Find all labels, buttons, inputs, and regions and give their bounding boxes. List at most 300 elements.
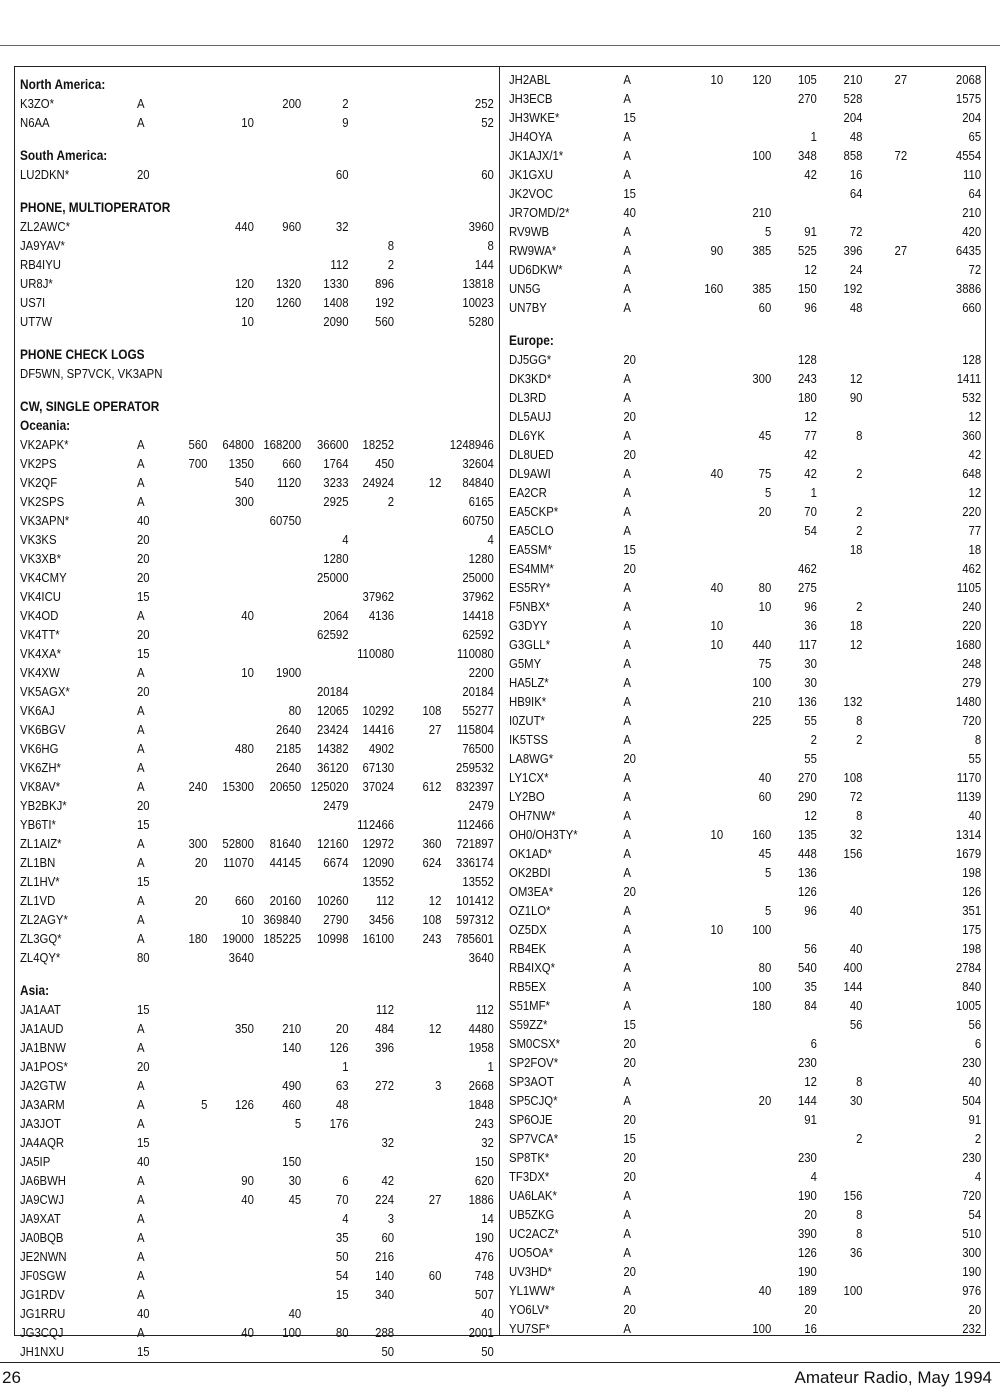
score-cell: 128 xyxy=(962,352,982,367)
value-cell: A xyxy=(623,1093,631,1108)
value-cell: A xyxy=(623,846,631,861)
score-cell: 300 xyxy=(962,1245,982,1260)
page-number: 26 xyxy=(2,1368,21,1387)
value-cell: 180 xyxy=(797,390,817,405)
section-heading: South America: xyxy=(20,148,108,163)
value-cell: A xyxy=(623,599,631,614)
value-cell: 72 xyxy=(849,224,863,239)
table-row xyxy=(20,1152,495,1171)
value-cell: A xyxy=(136,1173,145,1188)
value-cell: 396 xyxy=(375,1040,395,1055)
value-cell: 15300 xyxy=(222,779,254,794)
right-column xyxy=(509,70,983,1338)
value-cell: 10 xyxy=(758,599,772,614)
column-divider xyxy=(499,66,500,1336)
score-cell: 6165 xyxy=(468,494,494,509)
table-row xyxy=(509,127,982,146)
value-cell: 20 xyxy=(623,1169,636,1184)
callsign-cell: RB5EX xyxy=(509,979,547,994)
table-row xyxy=(20,530,495,549)
value-cell: 2 xyxy=(810,732,817,747)
callsign-cell: UV3HD* xyxy=(509,1264,552,1279)
value-cell: 525 xyxy=(797,243,817,258)
value-cell: 136 xyxy=(797,694,817,709)
value-cell: 4136 xyxy=(368,608,395,623)
value-cell: 20 xyxy=(623,751,636,766)
value-cell: 192 xyxy=(375,295,395,310)
value-cell: 36 xyxy=(849,1245,863,1260)
score-cell: 110 xyxy=(963,167,982,182)
score-cell: 507 xyxy=(474,1287,494,1302)
callsign-cell: ZL3GQ* xyxy=(20,931,62,946)
callsign-cell: VK6BGV xyxy=(20,722,66,737)
value-cell: 15 xyxy=(136,1002,150,1017)
table-row xyxy=(509,882,982,901)
value-cell: 4 xyxy=(342,1211,349,1226)
callsign-cell: VK6AJ xyxy=(20,703,55,718)
table-row xyxy=(20,1266,495,1285)
table-row xyxy=(509,1091,982,1110)
section-heading: PHONE, MULTIOPERATOR xyxy=(20,200,171,215)
table-row xyxy=(20,165,495,184)
value-cell: A xyxy=(623,1283,631,1298)
value-cell: 15 xyxy=(136,817,150,832)
table-row xyxy=(20,255,495,274)
score-cell: 4 xyxy=(974,1169,982,1184)
table-row xyxy=(20,701,495,720)
score-cell: 840 xyxy=(962,979,982,994)
value-cell: A xyxy=(136,475,145,490)
value-cell: 10 xyxy=(710,72,724,87)
value-cell: 20650 xyxy=(269,779,302,794)
callsign-cell: OZ1LO* xyxy=(509,903,551,918)
callsign-cell: JA4AQR xyxy=(20,1135,65,1150)
score-cell: 65 xyxy=(968,129,982,144)
value-cell: A xyxy=(623,941,631,956)
value-cell: 5 xyxy=(764,485,772,500)
table-row xyxy=(20,758,495,777)
value-cell: 290 xyxy=(797,789,817,804)
table-row xyxy=(509,464,982,483)
callsign-cell: UB5ZKG xyxy=(509,1207,555,1222)
table-row xyxy=(509,996,982,1015)
callsign-cell: VK6HG xyxy=(20,741,59,756)
value-cell: 700 xyxy=(188,456,208,471)
score-cell: 91 xyxy=(968,1112,982,1127)
value-cell: 272 xyxy=(375,1078,395,1093)
score-cell: 2479 xyxy=(468,798,494,813)
callsign-cell: VK2SPS xyxy=(20,494,65,509)
callsign-cell: VK8AV* xyxy=(20,779,61,794)
value-cell: 2 xyxy=(387,494,395,509)
callsign-cell: JA9XAT xyxy=(20,1211,61,1226)
table-row xyxy=(509,977,982,996)
score-cell: 1005 xyxy=(955,998,982,1013)
score-cell: 32 xyxy=(481,1135,494,1150)
table-row xyxy=(20,113,495,132)
value-cell: A xyxy=(623,694,631,709)
value-cell: 150 xyxy=(797,281,817,296)
value-cell: 126 xyxy=(234,1097,254,1112)
table-row xyxy=(20,1114,495,1133)
value-cell: 10 xyxy=(241,115,254,130)
value-cell: 20184 xyxy=(316,684,349,699)
callsign-cell: JG1RDV xyxy=(20,1287,65,1302)
value-cell: 5 xyxy=(201,1097,208,1112)
value-cell: 1260 xyxy=(275,295,302,310)
value-cell: 2 xyxy=(856,504,863,519)
value-cell: 24924 xyxy=(362,475,395,490)
value-cell: 120 xyxy=(234,276,254,291)
score-cell: 721897 xyxy=(456,836,494,851)
table-row xyxy=(20,1171,495,1190)
value-cell: 10 xyxy=(241,665,254,680)
table-row xyxy=(509,1224,982,1243)
value-cell: 96 xyxy=(804,300,817,315)
value-cell: A xyxy=(136,456,145,471)
callsign-cell: RB4IXQ* xyxy=(509,960,556,975)
callsign-cell: SP5CJQ* xyxy=(509,1093,558,1108)
value-cell: 5 xyxy=(764,224,772,239)
value-cell: 612 xyxy=(422,779,442,794)
value-cell: 144 xyxy=(797,1093,817,1108)
value-cell: 858 xyxy=(843,148,863,163)
score-cell: 504 xyxy=(962,1093,982,1108)
table-row xyxy=(20,217,495,236)
value-cell: A xyxy=(136,115,145,130)
callsign-cell: OZ5DX xyxy=(509,922,547,937)
value-cell: 40 xyxy=(849,998,863,1013)
score-cell: 4480 xyxy=(468,1021,494,1036)
value-cell: 16100 xyxy=(362,931,395,946)
callsign-cell: ES5RY* xyxy=(509,580,551,595)
table-row xyxy=(20,1133,495,1152)
value-cell: 2790 xyxy=(323,912,349,927)
value-cell: 12065 xyxy=(316,703,349,718)
value-cell: 10 xyxy=(710,618,724,633)
score-cell: 112466 xyxy=(456,817,494,832)
value-cell: 288 xyxy=(375,1325,395,1340)
value-cell: 190 xyxy=(797,1188,817,1203)
table-row xyxy=(20,568,495,587)
value-cell: 2925 xyxy=(323,494,349,509)
callsign-cell: ZL1VD xyxy=(20,893,56,908)
value-cell: A xyxy=(136,703,145,718)
value-cell: 15 xyxy=(136,1135,150,1150)
value-cell: A xyxy=(623,865,631,880)
table-row xyxy=(509,559,982,578)
table-row xyxy=(20,1095,495,1114)
score-cell: 77 xyxy=(968,523,982,538)
callsign-cell: JK2VOC xyxy=(509,186,554,201)
table-row xyxy=(509,407,982,426)
value-cell: A xyxy=(623,903,631,918)
callsign-cell: JA6BWH xyxy=(20,1173,67,1188)
value-cell: A xyxy=(623,713,631,728)
score-cell: 532 xyxy=(962,390,982,405)
value-cell: 8 xyxy=(387,238,395,253)
value-cell: 27 xyxy=(894,243,908,258)
value-cell: 230 xyxy=(797,1055,817,1070)
callsign-cell: JG1RRU xyxy=(20,1306,66,1321)
value-cell: 20 xyxy=(623,1112,636,1127)
value-cell: 80 xyxy=(335,1325,349,1340)
value-cell: 8 xyxy=(856,1207,863,1222)
value-cell: 45 xyxy=(758,846,772,861)
value-cell: 40 xyxy=(758,1283,772,1298)
callsign-cell: K3ZO* xyxy=(20,96,55,111)
table-row xyxy=(509,241,982,260)
table-row xyxy=(509,70,982,89)
callsign-cell: ZL1AIZ* xyxy=(20,836,62,851)
value-cell: 385 xyxy=(752,243,772,258)
value-cell: 484 xyxy=(375,1021,395,1036)
table-row xyxy=(509,1205,982,1224)
value-cell: 2 xyxy=(856,523,863,538)
score-cell: 210 xyxy=(962,205,982,220)
table-row xyxy=(509,1300,982,1319)
value-cell: 44145 xyxy=(269,855,302,870)
callsign-cell: G5MY xyxy=(509,656,542,671)
value-cell: 20 xyxy=(623,561,636,576)
callsign-cell: VK4OD xyxy=(20,608,59,623)
value-cell: 54 xyxy=(335,1268,349,1283)
table-row xyxy=(509,1281,982,1300)
value-cell: 20 xyxy=(335,1021,349,1036)
value-cell: A xyxy=(623,960,631,975)
score-cell: 2668 xyxy=(468,1078,494,1093)
value-cell: A xyxy=(136,1230,145,1245)
value-cell: 91 xyxy=(804,1112,817,1127)
table-row xyxy=(20,1038,495,1057)
value-cell: 40 xyxy=(136,1306,150,1321)
table-row xyxy=(20,293,495,312)
value-cell: 156 xyxy=(843,846,863,861)
table-row xyxy=(20,910,495,929)
value-cell: 42 xyxy=(804,447,817,462)
callsign-cell: DL5AUJ xyxy=(509,409,552,424)
value-cell: 81640 xyxy=(269,836,302,851)
score-cell: 50 xyxy=(481,1344,494,1359)
value-cell: 35 xyxy=(335,1230,349,1245)
table-row xyxy=(509,369,982,388)
value-cell: 225 xyxy=(752,713,772,728)
value-cell: 117 xyxy=(798,637,817,652)
score-cell: 360 xyxy=(962,428,982,443)
value-cell: 15 xyxy=(136,646,150,661)
value-cell: 275 xyxy=(797,580,817,595)
value-cell: 462 xyxy=(797,561,817,576)
callsign-cell: JA0BQB xyxy=(20,1230,64,1245)
score-cell: 40 xyxy=(481,1306,494,1321)
score-cell: 12 xyxy=(968,409,982,424)
value-cell: 100 xyxy=(752,675,772,690)
callsign-cell: VK6ZH* xyxy=(20,760,61,775)
table-row xyxy=(509,578,982,597)
callsign-cell: TF3DX* xyxy=(509,1169,550,1184)
value-cell: 27 xyxy=(894,72,908,87)
value-cell: 385 xyxy=(752,281,772,296)
score-cell: 25000 xyxy=(462,570,494,585)
value-cell: 52800 xyxy=(222,836,254,851)
value-cell: 20 xyxy=(136,167,150,182)
value-cell: A xyxy=(136,836,145,851)
value-cell: 91 xyxy=(804,224,817,239)
table-row xyxy=(20,739,495,758)
score-cell: 112 xyxy=(475,1002,494,1017)
score-cell: 54 xyxy=(968,1207,982,1222)
table-row xyxy=(20,274,495,293)
callsign-cell: JF0SGW xyxy=(20,1268,66,1283)
value-cell: 12 xyxy=(428,475,442,490)
score-cell: 8 xyxy=(487,238,494,253)
value-cell: 27 xyxy=(428,722,442,737)
score-cell: 660 xyxy=(962,300,982,315)
value-cell: 60 xyxy=(335,167,349,182)
table-row xyxy=(509,279,982,298)
value-cell: 240 xyxy=(188,779,208,794)
value-cell: A xyxy=(136,1325,145,1340)
score-cell: 8 xyxy=(974,732,982,747)
value-cell: 56 xyxy=(849,1017,863,1032)
callsign-cell: LY2BO xyxy=(509,789,545,804)
value-cell: 20 xyxy=(623,1302,636,1317)
score-cell: 1170 xyxy=(956,770,982,785)
value-cell: 36600 xyxy=(316,437,349,452)
score-cell: 20 xyxy=(968,1302,982,1317)
value-cell: 100 xyxy=(843,1283,863,1298)
score-cell: 52 xyxy=(481,115,494,130)
score-cell: 2068 xyxy=(955,72,982,87)
score-cell: 748 xyxy=(474,1268,494,1283)
value-cell: A xyxy=(623,618,631,633)
value-cell: 192 xyxy=(843,281,863,296)
value-cell: 6 xyxy=(342,1173,349,1188)
score-cell: 785601 xyxy=(456,931,494,946)
value-cell: 204 xyxy=(843,110,863,125)
value-cell: 210 xyxy=(752,694,772,709)
value-cell: 20 xyxy=(136,798,150,813)
score-cell: 6 xyxy=(974,1036,982,1051)
callsign-cell: ZL2AWC* xyxy=(20,219,71,234)
value-cell: A xyxy=(623,637,631,652)
value-cell: 960 xyxy=(282,219,302,234)
value-cell: 11070 xyxy=(223,855,254,870)
table-row xyxy=(509,616,982,635)
value-cell: 15 xyxy=(136,874,150,889)
value-cell: 3 xyxy=(387,1211,395,1226)
value-cell: 40 xyxy=(758,770,772,785)
value-cell: 12 xyxy=(804,1074,817,1089)
value-cell: 12160 xyxy=(316,836,349,851)
value-cell: 1 xyxy=(810,129,817,144)
value-cell: 12 xyxy=(849,637,863,652)
value-cell: 12 xyxy=(804,409,817,424)
value-cell: 132 xyxy=(843,694,863,709)
callsign-cell: S59ZZ* xyxy=(509,1017,548,1032)
value-cell: A xyxy=(623,466,631,481)
value-cell: 125020 xyxy=(310,779,349,794)
value-cell: 75 xyxy=(758,656,772,671)
score-cell: 13552 xyxy=(462,874,494,889)
value-cell: A xyxy=(136,931,145,946)
value-cell: 15 xyxy=(623,1017,636,1032)
value-cell: 32 xyxy=(335,219,349,234)
value-cell: 30 xyxy=(804,656,817,671)
value-cell: 126 xyxy=(329,1040,349,1055)
value-cell: 100 xyxy=(752,979,772,994)
value-cell: 80 xyxy=(136,950,150,965)
value-cell: 112 xyxy=(376,1002,395,1017)
value-cell: 20 xyxy=(623,1036,636,1051)
score-cell: 1848 xyxy=(468,1097,494,1112)
value-cell: 440 xyxy=(752,637,772,652)
callsign-cell: ZL2AGY* xyxy=(20,912,68,927)
value-cell: 16 xyxy=(849,167,863,182)
score-cell: 3886 xyxy=(955,281,982,296)
table-row xyxy=(509,806,982,825)
callsign-cell: JH2ABL xyxy=(509,72,551,87)
value-cell: A xyxy=(136,1192,145,1207)
value-cell: 12972 xyxy=(362,836,395,851)
value-cell: A xyxy=(623,148,631,163)
value-cell: 12 xyxy=(428,1021,442,1036)
value-cell: A xyxy=(623,770,631,785)
table-row xyxy=(20,1190,495,1209)
value-cell: 112466 xyxy=(357,817,395,832)
score-cell: 198 xyxy=(962,865,982,880)
callsign-cell: VK4CMY xyxy=(20,570,67,585)
value-cell: 20 xyxy=(804,1302,817,1317)
table-row xyxy=(20,625,495,644)
score-cell: 230 xyxy=(962,1150,982,1165)
value-cell: 8 xyxy=(856,808,863,823)
section-heading: Asia: xyxy=(20,983,50,998)
left-column xyxy=(20,70,496,1361)
value-cell: 12 xyxy=(804,808,817,823)
value-cell: 560 xyxy=(375,314,395,329)
score-cell: 4554 xyxy=(955,148,982,163)
value-cell: 1408 xyxy=(323,295,349,310)
score-cell: 2200 xyxy=(468,665,494,680)
score-cell: 720 xyxy=(962,713,982,728)
callsign-cell: G3DYY xyxy=(509,618,548,633)
value-cell: 19000 xyxy=(222,931,254,946)
value-cell: 75 xyxy=(758,466,772,481)
callsign-cell: UD6DKW* xyxy=(509,262,563,277)
value-cell: A xyxy=(136,741,145,756)
score-cell: 2001 xyxy=(468,1325,494,1340)
score-cell: 1679 xyxy=(955,846,982,861)
callsign-cell: DL8UED xyxy=(509,447,554,462)
value-cell: 112 xyxy=(376,893,395,908)
table-row xyxy=(20,1304,495,1323)
value-cell: 15 xyxy=(335,1287,349,1302)
score-cell: 648 xyxy=(962,466,982,481)
score-cell: 115804 xyxy=(456,722,494,737)
value-cell: A xyxy=(623,675,631,690)
value-cell: 2 xyxy=(856,1131,863,1146)
callsign-cell: VK4XA* xyxy=(20,646,61,661)
callsign-cell: VK4TT* xyxy=(20,627,60,642)
value-cell: A xyxy=(623,281,631,296)
table-row xyxy=(509,1015,982,1034)
value-cell: A xyxy=(136,665,145,680)
value-cell: 8 xyxy=(856,428,863,443)
score-cell: 620 xyxy=(474,1173,494,1188)
table-row xyxy=(509,298,982,317)
value-cell: 126 xyxy=(797,884,817,899)
